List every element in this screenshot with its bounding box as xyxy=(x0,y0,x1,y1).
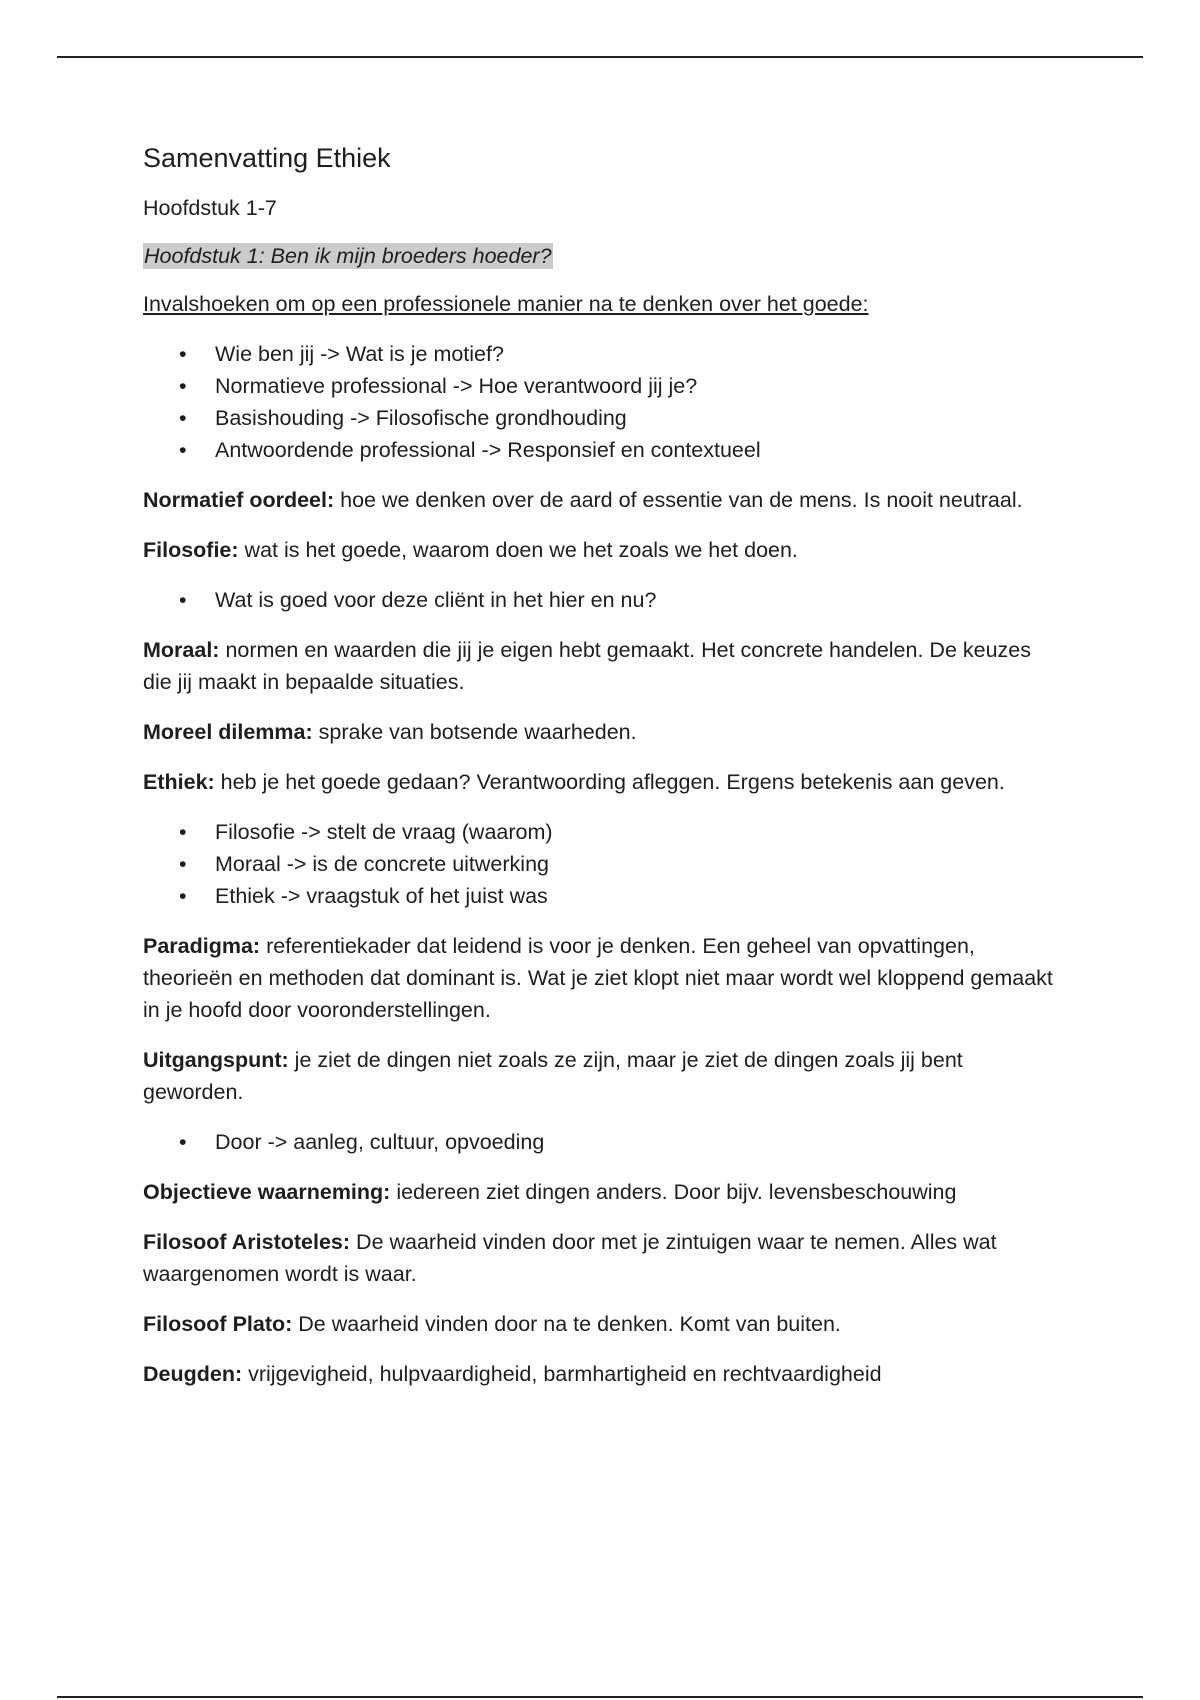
definition-text: De waarheid vinden door na te denken. Komt van buiten. xyxy=(292,1312,841,1336)
definition-text: vrijgevigheid, hulpvaardigheid, barmhartigheid en rechtvaardigheid xyxy=(242,1362,882,1386)
list-item: • Filosofie -> stelt de vraag (waarom) xyxy=(143,816,1053,848)
definition-aristoteles xyxy=(143,1226,1053,1290)
definition-uitgangspunt xyxy=(143,1044,1053,1108)
definition-objectieve-waarneming xyxy=(143,1176,1053,1208)
definition-ethiek xyxy=(143,766,1053,798)
definition-term: Ethiek: xyxy=(143,770,215,794)
document-subtitle: Hoofdstuk 1-7 xyxy=(143,196,277,220)
definition-term: Moraal: xyxy=(143,638,220,662)
definition-plato xyxy=(143,1308,1053,1340)
definition-normatief-oordeel xyxy=(143,484,1053,516)
list-item: • Normatieve professional -> Hoe verantwoord jij je? xyxy=(143,370,1053,402)
list-item: • Wat is goed voor deze cliënt in het hier en nu? xyxy=(143,584,1053,616)
section-heading: Invalshoeken om op een professionele manier na te denken over het goede: xyxy=(143,292,869,316)
list-item: • Basishouding -> Filosofische grondhouding xyxy=(143,402,1053,434)
definition-term: Normatief oordeel: xyxy=(143,488,335,512)
definition-term: Uitgangspunt: xyxy=(143,1048,289,1072)
chapter-heading-text: Hoofdstuk 1: Ben ik mijn broeders hoeder? xyxy=(144,244,552,268)
list-item: • Antwoordende professional -> Responsief en contextueel xyxy=(143,434,1053,466)
uitgangspunt-list xyxy=(143,1126,1053,1158)
list-item: • Door -> aanleg, cultuur, opvoeding xyxy=(143,1126,1053,1158)
ethiek-list xyxy=(143,816,1053,912)
definition-text: De waarheid vinden door met je zintuigen waar te nemen. Alles wat waargenomen wordt is waar. xyxy=(143,1230,997,1286)
definition-text: heb je het goede gedaan? Verantwoording afleggen. Ergens betekenis aan geven. xyxy=(214,770,1005,794)
definition-term: Paradigma: xyxy=(143,934,261,958)
top-rule xyxy=(57,56,1143,58)
perspectives-list xyxy=(143,338,1053,466)
definition-paradigma xyxy=(143,930,1053,1026)
definition-text: hoe we denken over de aard of essentie van de mens. Is nooit neutraal. xyxy=(334,488,1023,512)
definition-term: Objectieve waarneming: xyxy=(143,1180,391,1204)
chapter-heading xyxy=(143,240,1053,272)
definition-moraal xyxy=(143,634,1053,698)
definition-text: referentiekader dat leidend is voor je denken. Een geheel van opvattingen, theorieën en methoden dat dominant is. Wat je ziet klopt niet maar wordt wel kloppend gemaakt in je hoofd door vooronderstellingen. xyxy=(143,934,1053,1022)
definition-term: Moreel dilemma: xyxy=(143,720,313,744)
list-item: • Ethiek -> vraagstuk of het juist was xyxy=(143,880,1053,912)
definition-text: sprake van botsende waarheden. xyxy=(312,720,637,744)
definition-text: normen en waarden die jij je eigen hebt gemaakt. Het concrete handelen. De keuzes die jij maakt in bepaalde situaties. xyxy=(143,638,1031,694)
document-title: Samenvatting Ethiek xyxy=(143,143,391,173)
definition-term: Filosofie: xyxy=(143,538,239,562)
definition-text: wat is het goede, waarom doen we het zoals we het doen. xyxy=(238,538,798,562)
definition-deugden xyxy=(143,1358,1053,1390)
definition-filosofie xyxy=(143,534,1053,566)
document-body xyxy=(143,140,1053,1408)
definition-term: Filosoof Plato: xyxy=(143,1312,293,1336)
definition-term: Filosoof Aristoteles: xyxy=(143,1230,351,1254)
bottom-rule xyxy=(57,1696,1143,1698)
definition-text: iedereen ziet dingen anders. Door bijv. levensbeschouwing xyxy=(390,1180,957,1204)
definition-term: Deugden: xyxy=(143,1362,243,1386)
list-item: • Moraal -> is de concrete uitwerking xyxy=(143,848,1053,880)
list-item: • Wie ben jij -> Wat is je motief? xyxy=(143,338,1053,370)
definition-moreel-dilemma xyxy=(143,716,1053,748)
definition-text: je ziet de dingen niet zoals ze zijn, maar je ziet de dingen zoals jij bent geworden. xyxy=(143,1048,963,1104)
filosofie-list xyxy=(143,584,1053,616)
